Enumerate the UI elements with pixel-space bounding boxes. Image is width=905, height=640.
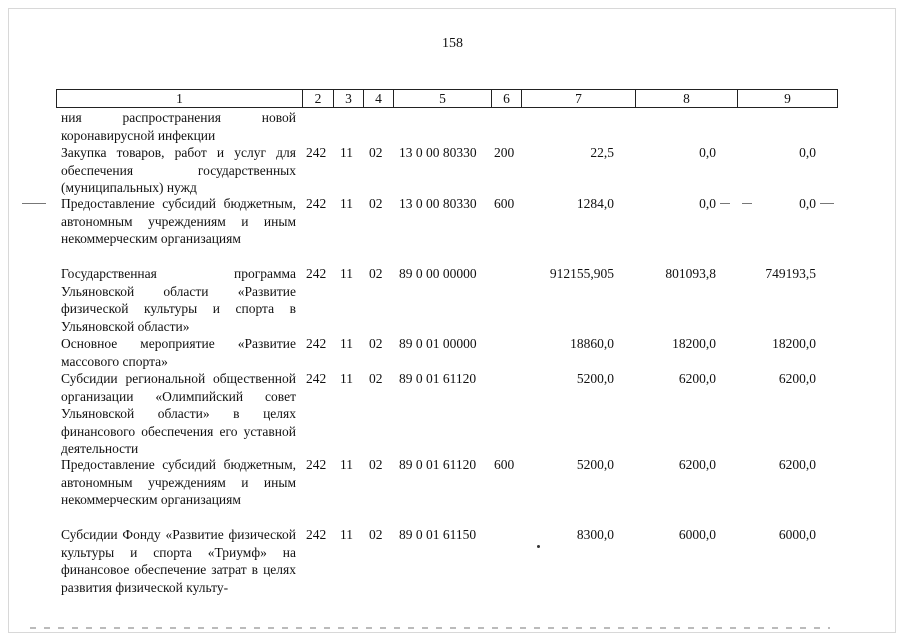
cell-col-9: 749193,5 [765, 266, 816, 281]
cell-col-8: 6200,0 [678, 457, 716, 472]
row-description: ния распространения новой коронавирусной инфекции [61, 110, 296, 143]
cell-col-4: 02 [369, 196, 383, 211]
header-col-3: 3 [333, 90, 363, 107]
row-description: Закупка товаров, работ и услуг для обеспечения государственных (муниципальных) нужд [61, 145, 296, 195]
cell-col-5: 89 0 01 61120 [399, 371, 477, 386]
cell-col-6: 600 [494, 457, 515, 472]
row-description: Субсидии региональной общественной организации «Олимпийский совет Ульяновской области» в целях финансового обеспечения его уставной деятельности [61, 371, 296, 456]
header-col-5: 5 [393, 90, 491, 107]
scan-artifact [537, 545, 540, 548]
cell-col-3: 11 [340, 196, 353, 211]
cell-col-5: 89 0 01 00000 [399, 336, 477, 351]
header-col-6: 6 [491, 90, 521, 107]
cell-col-6: 200 [494, 145, 515, 160]
cell-col-4: 02 [369, 457, 383, 472]
cell-col-9: 6200,0 [778, 457, 816, 472]
cell-col-5: 13 0 00 80330 [399, 196, 477, 211]
cell-col-7: 1284,0 [576, 196, 614, 211]
scan-artifact [30, 627, 830, 629]
header-col-2: 2 [302, 90, 333, 107]
cell-col-9: 18200,0 [772, 336, 816, 351]
cell-col-7: 18860,0 [570, 336, 614, 351]
cell-col-2: 242 [306, 145, 327, 160]
scan-artifact [720, 203, 730, 204]
header-col-1: 1 [176, 91, 183, 106]
cell-col-6: 600 [494, 196, 515, 211]
cell-col-5: 13 0 00 80330 [399, 145, 477, 160]
cell-col-3: 11 [340, 266, 353, 281]
cell-col-8: 0,0 [699, 145, 716, 160]
cell-col-7: 5200,0 [576, 371, 614, 386]
row-description: Государственная программа Ульяновской области «Развитие физической культуры и спорта в Ульяновской области» [61, 266, 296, 334]
cell-col-8: 6000,0 [678, 527, 716, 542]
scan-artifact [742, 203, 752, 204]
row-description: Предоставление субсидий бюджетным, автономным учреждениям и иным некоммерческим организациям [61, 457, 296, 507]
cell-col-2: 242 [306, 336, 327, 351]
scan-artifact [22, 203, 46, 204]
header-col-8: 8 [635, 90, 737, 107]
scan-artifact [820, 203, 834, 204]
cell-col-3: 11 [340, 145, 353, 160]
cell-col-9: 6000,0 [778, 527, 816, 542]
cell-col-3: 11 [340, 371, 353, 386]
cell-col-2: 242 [306, 196, 327, 211]
cell-col-8: 801093,8 [665, 266, 716, 281]
cell-col-4: 02 [369, 145, 383, 160]
cell-col-4: 02 [369, 371, 383, 386]
page-number: 158 [442, 36, 463, 51]
cell-col-7: 912155,905 [549, 266, 614, 281]
cell-col-7: 22,5 [590, 145, 614, 160]
cell-col-9: 0,0 [799, 196, 816, 211]
cell-col-9: 0,0 [799, 145, 816, 160]
cell-col-5: 89 0 01 61150 [399, 527, 477, 542]
cell-col-2: 242 [306, 527, 327, 542]
cell-col-4: 02 [369, 527, 383, 542]
cell-col-8: 0,0 [699, 196, 716, 211]
cell-col-9: 6200,0 [778, 371, 816, 386]
header-col-4: 4 [363, 90, 393, 107]
header-col-7: 7 [521, 90, 635, 107]
table-header [56, 89, 838, 108]
cell-col-8: 6200,0 [678, 371, 716, 386]
cell-col-7: 5200,0 [576, 457, 614, 472]
cell-col-3: 11 [340, 336, 353, 351]
cell-col-3: 11 [340, 527, 353, 542]
cell-col-4: 02 [369, 266, 383, 281]
row-description: Предоставление субсидий бюджетным, автономным учреждениям и иным некоммерческим организациям [61, 196, 296, 246]
row-description: Субсидии Фонду «Развитие физической культуры и спорта «Триумф» на финансовое обеспечение затрат в целях развития физической культу- [61, 527, 296, 595]
cell-col-7: 8300,0 [576, 527, 614, 542]
cell-col-8: 18200,0 [672, 336, 716, 351]
cell-col-5: 89 0 00 00000 [399, 266, 477, 281]
row-description: Основное мероприятие «Развитие массового спорта» [61, 336, 296, 369]
cell-col-4: 02 [369, 336, 383, 351]
header-col-9: 9 [737, 90, 837, 107]
cell-col-5: 89 0 01 61120 [399, 457, 477, 472]
cell-col-3: 11 [340, 457, 353, 472]
cell-col-2: 242 [306, 457, 327, 472]
cell-col-2: 242 [306, 371, 327, 386]
cell-col-2: 242 [306, 266, 327, 281]
